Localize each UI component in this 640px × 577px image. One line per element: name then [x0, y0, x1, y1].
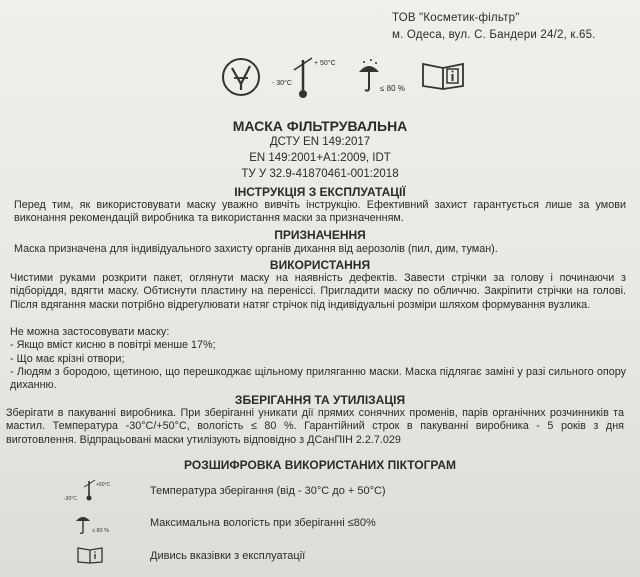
manufacturer-block	[392, 10, 596, 44]
standard-1: ДСТУ EN 149:2017	[269, 136, 371, 148]
company-address: м. Одеса, вул. С. Бандери 24/2, к.65.	[392, 29, 596, 41]
document-title: МАСКА ФІЛЬТРУВАЛЬНА	[232, 118, 408, 134]
heading-instructions: ІНСТРУКЦІЯ З ЕКСПЛУАТАЦІЇ	[234, 185, 406, 199]
conformity-mark-icon	[220, 56, 262, 98]
svg-text:-30°C: -30°C	[64, 496, 77, 502]
instructions-text: Перед тим, як використовувати маску уважно вивчіть інструкцію. Ефективний захист гарантується лише за умови виконання рекомендацій виробника та використання маски за призначенням.	[14, 199, 626, 225]
usage-warning-1: - Якщо вміст кисню в повітрі менше 17%;	[10, 339, 216, 351]
usage-warning-3: - Людям з бородою, щетиною, що перешкоджає щільному приляганню маски. Маска підлягає заміні у разі сильного опору диханню.	[10, 366, 626, 392]
instruction-book-icon	[420, 60, 466, 90]
legend-book-icon	[76, 546, 104, 564]
heading-purpose: ПРИЗНАЧЕННЯ	[274, 228, 366, 242]
legend-item-instructions: Дивись вказівки з експлуатації	[150, 550, 306, 562]
heading-storage: ЗБЕРІГАННЯ ТА УТИЛІЗАЦІЯ	[234, 393, 406, 407]
storage-text: Зберігати в пакуванні виробника. При зберіганні уникати дії прямих сонячних променів, парів органічних розчинників та мастил. Температура -30°C/+50°C, вологість ≤ 80 %. Гарантійний строк в пакуванні виробника - 5 років з дня виготовлення. Відпрацьовані маски утилізують відповідно з ДСанПІН 2.2.7.029	[6, 407, 624, 446]
legend-thermometer-icon	[64, 478, 114, 504]
umbrella-humidity-icon	[356, 58, 382, 98]
thermometer-icon	[290, 56, 316, 102]
usage-warning-2: - Що має крізні отвори;	[10, 353, 125, 365]
usage-warning-intro: Не можна застосовувати маску:	[10, 326, 170, 338]
heading-legend: РОЗШИФРОВКА ВИКОРИСТАНИХ ПІКТОГРАМ	[184, 458, 456, 472]
legend-item-humidity: Максимальна вологість при зберіганні ≤80%	[150, 517, 376, 529]
pictogram-row	[214, 50, 474, 106]
legend-umbrella-icon	[74, 512, 114, 536]
pictogram-temp-low: - 30°C	[272, 80, 292, 87]
legend-item-temperature: Температура зберігання (від - 30°C до + 50°C)	[150, 485, 386, 497]
heading-usage: ВИКОРИСТАННЯ	[269, 258, 371, 272]
usage-text: Чистими руками розкрити пакет, оглянути маску на наявність дефектів. Завести стрічки за голову і починаючи з підборіддя, вдягти маску. Обтиснути пластину на переніссі. Пригладити маску по обличчю. Закріпити стрічки на голові. Після вдягання маски потрібно відрегулювати натяг стрічок під індивідуальні розміри шляхом формування вузлика.	[10, 272, 626, 311]
pictogram-humidity: ≤ 80 %	[380, 84, 405, 93]
svg-text:≤ 80 %: ≤ 80 %	[92, 528, 110, 534]
pictogram-temp-high: + 50°C	[314, 60, 336, 67]
company-name: ТОВ "Косметик-фільтр"	[392, 12, 520, 24]
svg-text:+50°C: +50°C	[96, 482, 111, 488]
purpose-text: Маска призначена для індивідуального захисту органів дихання від аерозолів (пил, дим, туман).	[14, 243, 498, 255]
standard-3: ТУ У 32.9-41870461-001:2018	[241, 168, 399, 180]
standard-2: EN 149:2001+A1:2009, IDT	[249, 152, 391, 164]
